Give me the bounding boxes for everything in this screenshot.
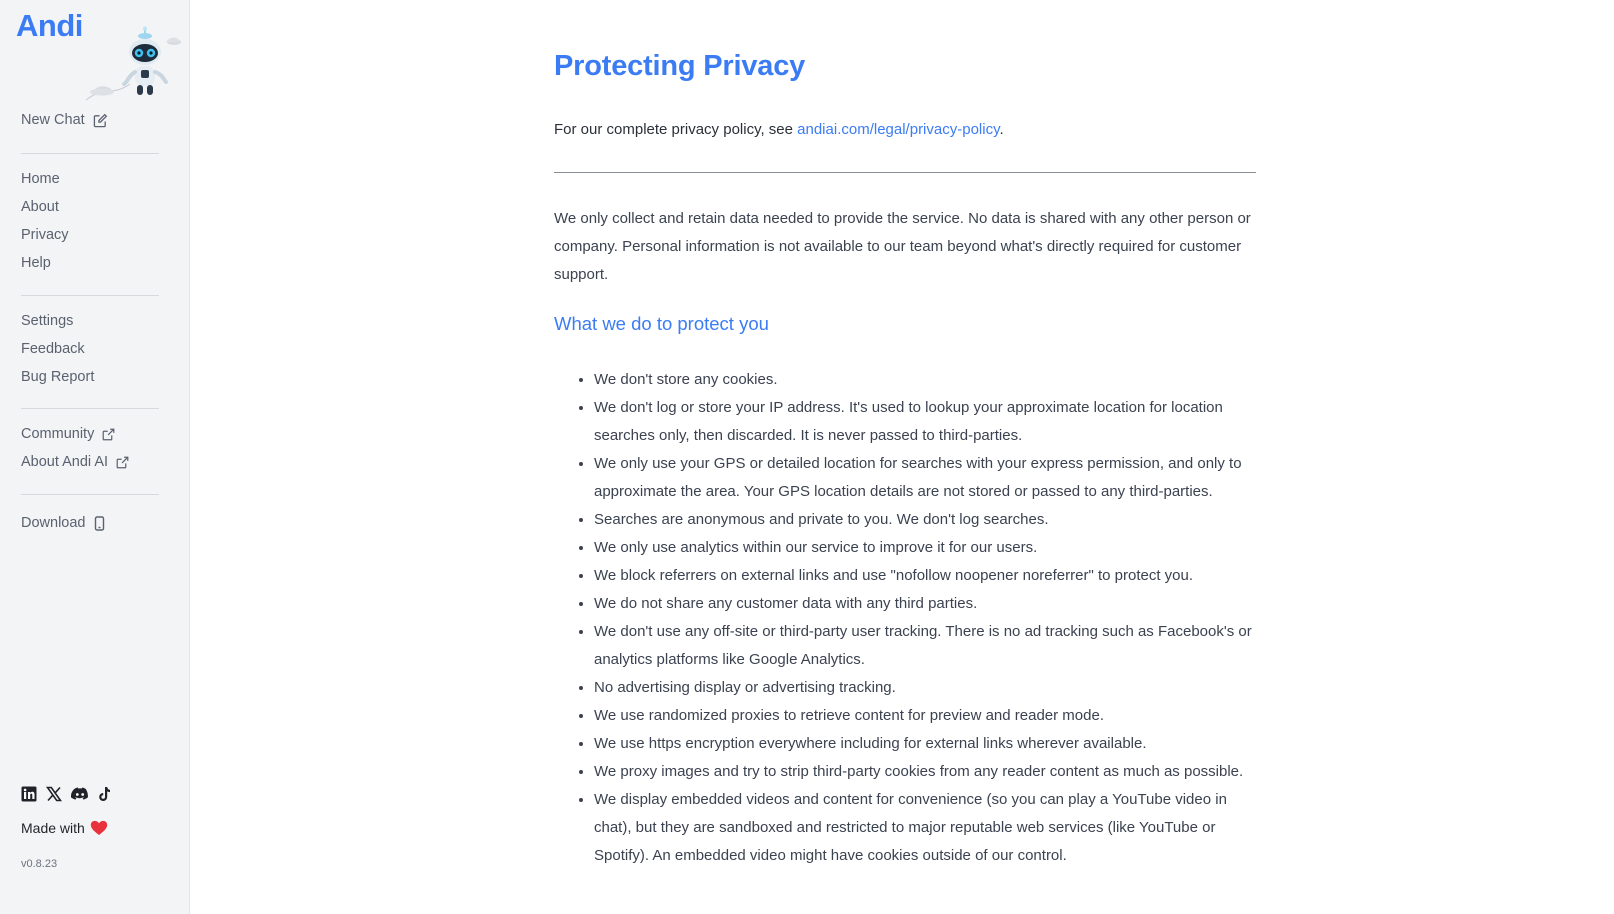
x-icon[interactable] [46, 786, 62, 802]
heart-icon [90, 820, 108, 836]
sidebar-item-help[interactable]: Help [21, 255, 51, 271]
edit-icon [93, 113, 108, 128]
list-item: • No advertising display or advertising tracking. [594, 674, 1256, 702]
page-title: Protecting Privacy [554, 50, 806, 82]
sidebar-item-about-andi-ai[interactable] [21, 454, 129, 470]
andi-logo[interactable]: Andi [16, 8, 83, 43]
intro-prefix: For our complete privacy policy, see [554, 121, 798, 138]
sidebar-divider [21, 153, 159, 154]
privacy-summary: We only collect and retain data needed to provide the service. No data is shared with any other person or company. Personal information is not available to our team beyond what's directly required for customer support. [554, 210, 1251, 283]
sidebar-divider [21, 408, 159, 409]
new-chat-label: New Chat [21, 112, 85, 128]
intro-suffix: . [999, 121, 1004, 138]
social-links [21, 786, 112, 802]
protection-heading: What we do to protect you [554, 313, 769, 334]
list-item: • We use randomized proxies to retrieve content for preview and reader mode. [594, 702, 1256, 730]
sidebar-item-community[interactable] [21, 426, 115, 442]
list-item: • We don't use any off-site or third-party user tracking. There is no ad tracking such as Facebook's or analytics platforms like Google Analytics. [594, 618, 1256, 674]
list-item: • We only use analytics within our service to improve it for our users. [594, 534, 1256, 562]
privacy-policy-link[interactable]: andiai.com/legal/privacy-policy [797, 121, 1000, 138]
list-item: • We block referrers on external links and use "nofollow noopener noreferrer" to protect you. [594, 562, 1256, 590]
list-item: • We proxy images and try to strip third-party cookies from any reader content as much as possible. [594, 758, 1256, 786]
list-item: • We use https encryption everywhere including for external links wherever available. [594, 730, 1256, 758]
list-item: • We only use your GPS or detailed location for searches with your express permission, and only to approximate the area. Your GPS location details are not stored or passed to any third-parties. [594, 450, 1256, 506]
section-divider [554, 172, 1256, 173]
sidebar-item-feedback[interactable]: Feedback [21, 341, 85, 357]
protection-list [554, 366, 1256, 870]
discord-icon[interactable] [71, 786, 87, 802]
made-with-label: Made with [21, 820, 85, 836]
made-with-note [21, 820, 108, 836]
sidebar-item-about[interactable]: About [21, 199, 59, 215]
external-link-icon [102, 428, 115, 441]
download-label: Download [21, 515, 86, 531]
robot-mascot-icon [84, 26, 190, 106]
external-link-icon [116, 456, 129, 469]
new-chat-button[interactable] [21, 112, 108, 128]
list-item: • We don't log or store your IP address. It's used to lookup your approximate location for location searches only, then discarded. It is never passed to third-parties. [594, 394, 1256, 450]
sidebar-divider [21, 295, 159, 296]
sidebar-item-home[interactable]: Home [21, 171, 60, 187]
tiktok-icon[interactable] [96, 786, 112, 802]
linkedin-icon[interactable] [21, 786, 37, 802]
community-label: Community [21, 426, 95, 442]
phone-icon [94, 516, 105, 531]
list-item: • Searches are anonymous and private to you. We don't log searches. [594, 506, 1256, 534]
list-item: • We don't store any cookies. [594, 366, 1256, 394]
sidebar-divider [21, 494, 159, 495]
sidebar-item-bug-report[interactable]: Bug Report [21, 369, 95, 385]
about-andi-ai-label: About Andi AI [21, 454, 109, 470]
list-item: • We display embedded videos and content for convenience (so you can play a YouTube video in chat), but they are sandboxed and restricted to major reputable web services (like YouTube or Spotify). An embedded video might have cookies outside of our control. [594, 786, 1256, 870]
download-button[interactable] [21, 515, 105, 531]
privacy-policy-intro [554, 121, 1004, 138]
sidebar-item-settings[interactable]: Settings [21, 313, 74, 329]
list-item: • We do not share any customer data with any third parties. [594, 590, 1256, 618]
sidebar [0, 0, 190, 914]
sidebar-item-privacy[interactable]: Privacy [21, 227, 69, 243]
version-label: v0.8.23 [21, 858, 58, 870]
